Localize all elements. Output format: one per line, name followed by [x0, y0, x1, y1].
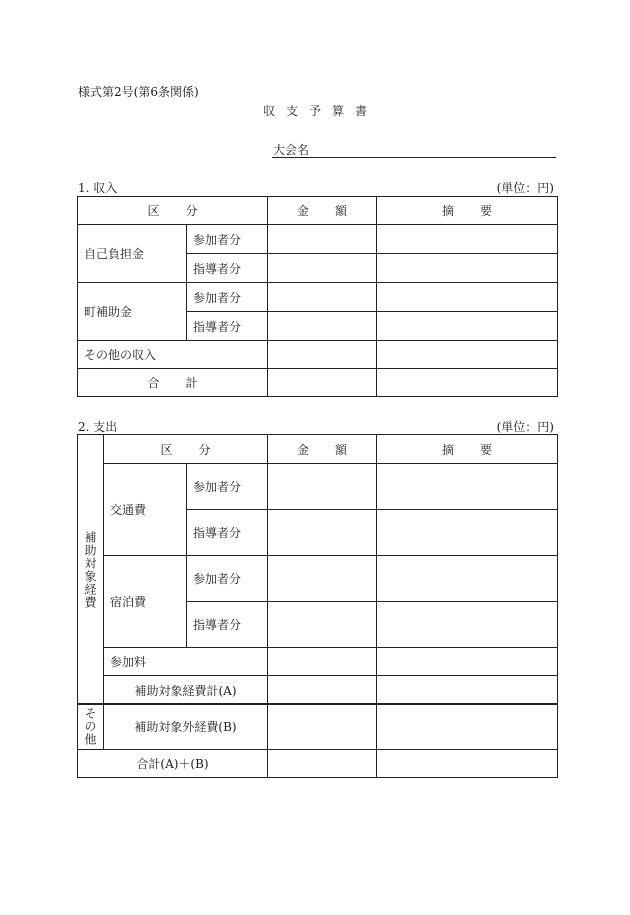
expense-notes-cell[interactable] — [377, 464, 558, 510]
expense-lodging-leaders-label: 指導者分 — [187, 602, 268, 648]
income-other-label: その他の収入 — [78, 341, 268, 369]
income-self-participants-label: 参加者分 — [187, 225, 268, 254]
income-amount-cell[interactable] — [268, 254, 377, 283]
income-amount-cell[interactable] — [268, 225, 377, 254]
income-header-row — [78, 197, 558, 225]
expense-transport-participants-label: 参加者分 — [187, 464, 268, 510]
expense-row-eligible-subtotal — [78, 676, 558, 705]
expense-transport-leaders-label: 指導者分 — [187, 510, 268, 556]
document-title: 収支予算書 — [262, 104, 378, 118]
expense-notes-cell[interactable] — [377, 602, 558, 648]
income-col-category: 区分 — [78, 197, 268, 225]
expense-col-notes: 摘要 — [377, 435, 558, 464]
income-town-subsidy-label: 町補助金 — [78, 283, 187, 341]
expense-notes-cell[interactable] — [377, 510, 558, 556]
income-row-town-participants — [78, 283, 558, 312]
income-notes-cell[interactable] — [377, 283, 558, 312]
expense-amount-cell[interactable] — [268, 704, 377, 750]
expense-amount-cell[interactable] — [268, 464, 377, 510]
expense-amount-cell[interactable] — [268, 648, 377, 676]
income-section-title: 1. 収入 — [78, 181, 118, 195]
income-notes-cell[interactable] — [377, 369, 558, 397]
income-amount-cell[interactable] — [268, 283, 377, 312]
expense-amount-cell[interactable] — [268, 750, 377, 778]
income-col-notes: 摘要 — [377, 197, 558, 225]
income-self-burden-label: 自己負担金 — [78, 225, 187, 283]
income-amount-cell[interactable] — [268, 312, 377, 341]
income-self-leaders-label: 指導者分 — [187, 254, 268, 283]
expense-row-non-eligible — [78, 704, 558, 750]
income-notes-cell[interactable] — [377, 254, 558, 283]
income-notes-cell[interactable] — [377, 312, 558, 341]
income-col-amount: 金額 — [268, 197, 377, 225]
expense-non-eligible-label: 補助対象外経費(B) — [104, 704, 268, 750]
expense-amount-cell[interactable] — [268, 676, 377, 705]
expense-other-table — [77, 703, 558, 778]
expense-notes-cell[interactable] — [377, 556, 558, 602]
expense-transport-label: 交通費 — [104, 464, 187, 556]
income-unit-label: (単位：円) — [496, 181, 554, 195]
expense-table — [77, 434, 558, 705]
expense-lodging-participants-label: 参加者分 — [187, 556, 268, 602]
income-row-self-participants — [78, 225, 558, 254]
expense-total-label: 合計(A)＋(B) — [78, 750, 268, 778]
income-row-total — [78, 369, 558, 397]
income-notes-cell[interactable] — [377, 225, 558, 254]
income-amount-cell[interactable] — [268, 341, 377, 369]
expense-amount-cell[interactable] — [268, 510, 377, 556]
expense-section-title: 2. 支出 — [78, 420, 118, 434]
income-amount-cell[interactable] — [268, 369, 377, 397]
expense-col-amount: 金額 — [268, 435, 377, 464]
expense-amount-cell[interactable] — [268, 602, 377, 648]
expense-notes-cell[interactable] — [377, 750, 558, 778]
income-row-other — [78, 341, 558, 369]
expense-row-total — [78, 750, 558, 778]
expense-eligible-subtotal-label: 補助対象経費計(A) — [104, 676, 268, 705]
income-town-leaders-label: 指導者分 — [187, 312, 268, 341]
income-table — [77, 196, 558, 397]
expense-notes-cell[interactable] — [377, 704, 558, 750]
expense-eligible-label: 補助対象経費 — [78, 435, 104, 705]
expense-notes-cell[interactable] — [377, 676, 558, 705]
expense-unit-label: (単位：円) — [496, 420, 554, 434]
income-notes-cell[interactable] — [377, 341, 558, 369]
expense-header-row — [78, 435, 558, 464]
expense-row-entry-fee — [78, 648, 558, 676]
income-total-label: 合計 — [78, 369, 268, 397]
expense-lodging-label: 宿泊費 — [104, 556, 187, 648]
event-name-label: 大会名 — [273, 143, 310, 157]
form-number: 様式第2号(第6条関係) — [78, 85, 199, 99]
expense-entry-fee-label: 参加料 — [104, 648, 268, 676]
expense-notes-cell[interactable] — [377, 648, 558, 676]
expense-row-lodging-participants — [78, 556, 558, 602]
expense-other-label: その他 — [78, 704, 104, 750]
income-town-participants-label: 参加者分 — [187, 283, 268, 312]
expense-row-transport-participants — [78, 464, 558, 510]
event-name-line — [272, 157, 556, 158]
expense-amount-cell[interactable] — [268, 556, 377, 602]
expense-col-category: 区分 — [104, 435, 268, 464]
